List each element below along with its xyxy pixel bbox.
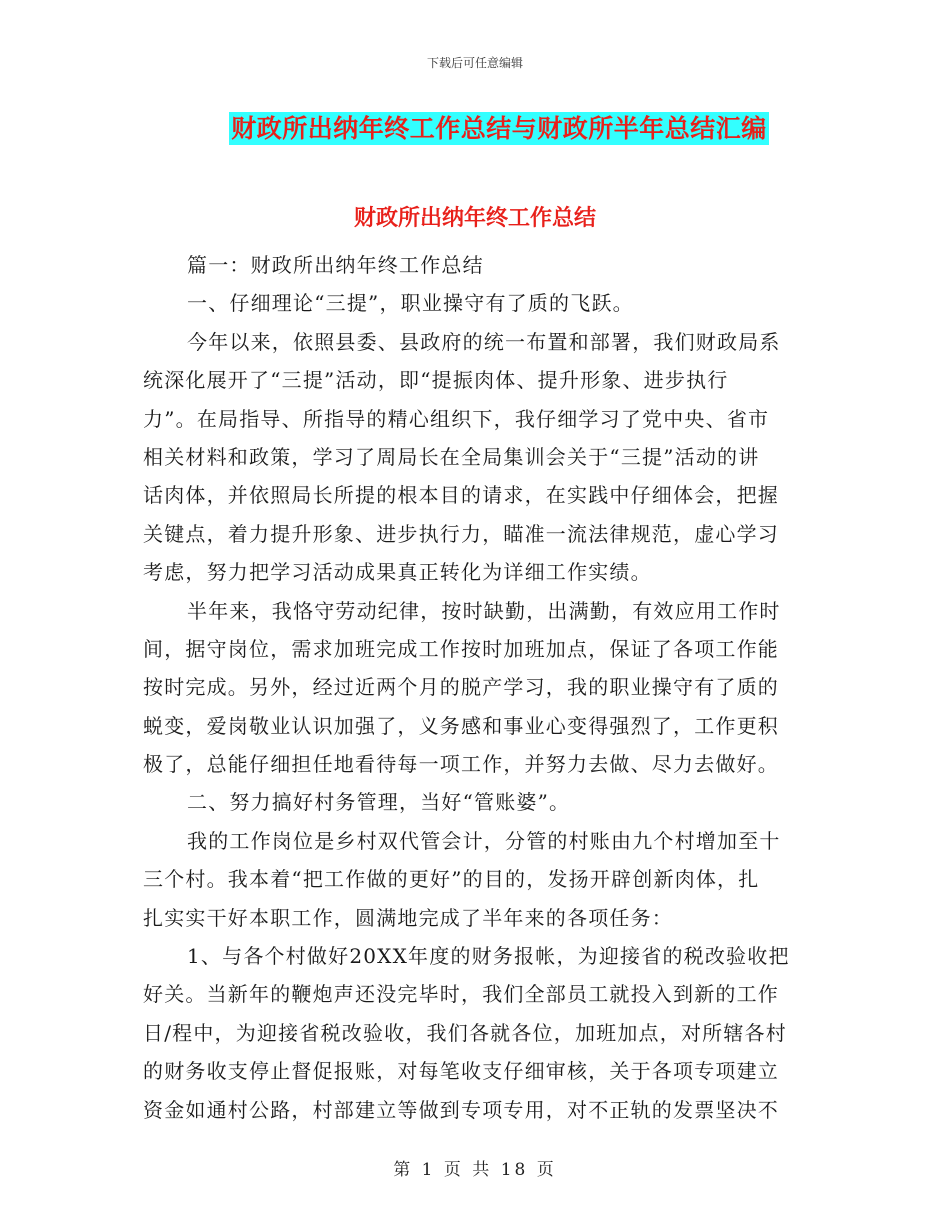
body-line: 1、与各个村做好20XX年度的财务报帐，为迎接省的税改验收把 <box>187 944 790 969</box>
body-line: 二、努力搞好村务管理，当好“管账婆”。 <box>187 790 571 815</box>
body-line: 半年来，我恪守劳动纪律，按时缺勤，出满勤，有效应用工作时 <box>187 598 781 623</box>
body-line: 日/程中，为迎接省税改验收，我们各就各位，加班加点，对所辖各村 <box>143 1020 787 1045</box>
body-line: 话肉体，并依照局长所提的根本目的请求，在实践中仔细体会，把握 <box>143 483 779 508</box>
body-line: 三个村。我本着“把工作做的更好”的目的，发扬开辟创新肉体，扎 <box>143 867 760 892</box>
page-footer: 第 1 页 共 18 页 <box>393 1160 557 1180</box>
document-main-title: 财政所出纳年终工作总结与财政所半年总结汇编 <box>231 114 767 143</box>
body-line: 按时完成。另外，经过近两个月的脱产学习，我的职业操守有了质的 <box>143 675 779 700</box>
body-line: 间，据守岗位，需求加班完成工作按时加班加点，保证了各项工作能 <box>143 636 779 661</box>
header-note: 下载后可任意编辑 <box>426 56 523 70</box>
body-line: 一、仔细理论“三提”，职业操守有了质的飞跃。 <box>187 291 634 316</box>
body-line: 扎实实干好本职工作，圆满地完成了半年来的各项任务： <box>143 905 673 930</box>
body-line: 资金如通村公路，村部建立等做到专项专用，对不正轨的发票坚决不 <box>143 1097 779 1122</box>
document-body <box>143 246 803 1129</box>
body-line: 篇一：财政所出纳年终工作总结 <box>187 253 484 277</box>
body-line: 的财务收支停止督促报账，对每笔收支仔细审核，关于各项专项建立 <box>143 1059 779 1084</box>
body-line: 今年以来，依照县委、县政府的统一布置和部署，我们财政局系 <box>187 329 781 354</box>
body-line: 好关。当新年的鞭炮声还没完毕时，我们全部员工就投入到新的工作 <box>143 982 779 1007</box>
body-line: 考虑，努力把学习活动成果真正转化为详细工作实绩。 <box>143 560 652 585</box>
body-line: 相关材料和政策，学习了周局长在全局集训会关于“三提”活动的讲 <box>143 444 760 469</box>
body-line: 关键点，着力提升形象、进步执行力，瞄准一流法律规范，虚心学习 <box>143 521 779 546</box>
document-sub-title: 财政所出纳年终工作总结 <box>353 205 596 231</box>
body-line: 蜕变，爱岗敬业认识加强了，义务感和事业心变得强烈了，工作更积 <box>143 713 779 738</box>
main-title-container <box>0 112 950 145</box>
body-line: 统深化展开了“三提”活动，即“提振肉体、提升形象、进步执行 <box>143 368 729 393</box>
body-line: 极了，总能仔细担任地看待每一项工作，并努力去做、尽力去做好。 <box>143 752 779 777</box>
body-line: 力”。在局指导、所指导的精心组织下，我仔细学习了党中央、省市 <box>143 406 770 431</box>
body-line: 我的工作岗位是乡村双代管会计，分管的村账由九个村增加至十 <box>187 828 781 853</box>
